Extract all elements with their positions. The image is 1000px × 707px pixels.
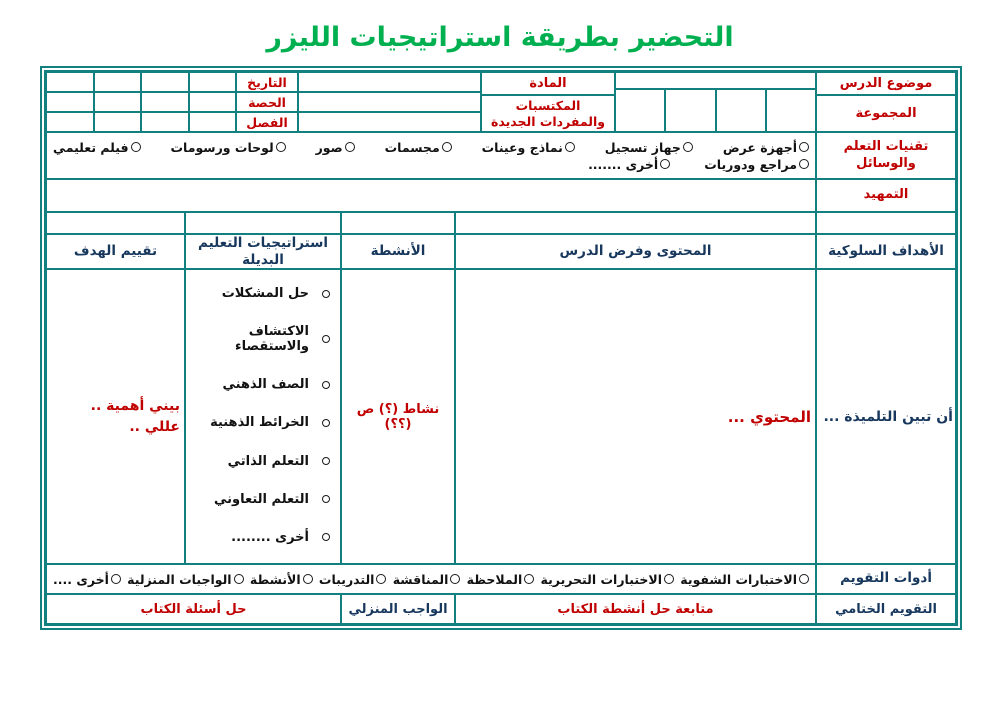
class-cell[interactable] bbox=[94, 112, 142, 132]
eval-tool-label: أخرى .... bbox=[53, 571, 109, 587]
checkbox-circle-icon[interactable] bbox=[276, 142, 286, 152]
date-cell[interactable] bbox=[94, 72, 142, 92]
goal-eval-line2: عللي .. bbox=[129, 418, 180, 435]
tech-option[interactable] bbox=[316, 140, 355, 155]
group-cell[interactable] bbox=[615, 89, 665, 132]
bullet-circle-icon[interactable] bbox=[322, 457, 330, 465]
tech-option[interactable] bbox=[53, 140, 141, 155]
tech-option-label: جهاز تسجيل bbox=[604, 139, 681, 155]
header-objectives: الأهداف السلوكية bbox=[816, 234, 956, 269]
tech-option[interactable] bbox=[482, 140, 575, 155]
content-cell[interactable] bbox=[455, 269, 816, 564]
period-cell[interactable] bbox=[94, 92, 142, 112]
tech-options-line1 bbox=[53, 140, 809, 155]
activities-cell[interactable] bbox=[341, 269, 455, 564]
strategy-label: أخرى ........ bbox=[231, 529, 309, 545]
strategy-option[interactable] bbox=[192, 530, 330, 545]
strategies-cell bbox=[185, 269, 341, 564]
lesson-topic-label: موضوع الدرس bbox=[816, 72, 956, 95]
period-cell[interactable] bbox=[141, 92, 189, 112]
eval-tool-option[interactable] bbox=[127, 572, 243, 587]
tech-option-label: أجهزة عرض bbox=[722, 139, 797, 155]
checkbox-circle-icon[interactable] bbox=[565, 142, 575, 152]
tech-option-label: نماذج وعينات bbox=[481, 139, 563, 155]
content-text: المحتوي ... bbox=[727, 407, 811, 426]
info-section bbox=[46, 72, 956, 132]
eval-tool-option[interactable] bbox=[680, 572, 809, 587]
strategy-option[interactable] bbox=[192, 415, 330, 430]
tech-option[interactable] bbox=[723, 140, 809, 155]
narrow-empty-row bbox=[46, 212, 956, 234]
checkbox-circle-icon[interactable] bbox=[524, 574, 534, 584]
eval-tool-label: الملاحظة bbox=[466, 571, 523, 587]
goal-eval-line1: بيني أهمية .. bbox=[90, 397, 180, 414]
empty-cell[interactable] bbox=[46, 212, 185, 234]
group-cell[interactable] bbox=[665, 89, 715, 132]
date-cell[interactable] bbox=[189, 72, 237, 92]
main-body-row bbox=[46, 269, 956, 564]
empty-cell[interactable] bbox=[298, 92, 481, 112]
date-period-class-area bbox=[46, 72, 481, 132]
header-strategies: استراتيجيات التعليم البديلة bbox=[185, 234, 341, 269]
info-right-labels bbox=[816, 72, 956, 132]
eval-tool-label: الأنشطة bbox=[249, 571, 301, 587]
class-cell[interactable] bbox=[141, 112, 189, 132]
checkbox-circle-icon[interactable] bbox=[799, 159, 809, 169]
checkbox-circle-icon[interactable] bbox=[664, 574, 674, 584]
tech-options bbox=[47, 138, 815, 174]
tech-options-line2 bbox=[53, 157, 809, 172]
eval-tool-option[interactable] bbox=[467, 572, 535, 587]
checkbox-circle-icon[interactable] bbox=[131, 142, 141, 152]
strategy-label: التعلم التعاوني bbox=[214, 491, 309, 507]
info-gap-column bbox=[615, 72, 816, 132]
strategy-option[interactable] bbox=[192, 454, 330, 469]
checkbox-circle-icon[interactable] bbox=[799, 574, 809, 584]
class-label: الفصل bbox=[236, 112, 298, 132]
tamheed-section bbox=[46, 179, 956, 212]
activities-text: نشاط (؟) ص (؟؟) bbox=[356, 401, 440, 432]
tech-label: تقنيات التعلم والوسائل bbox=[816, 132, 956, 179]
header-activities: الأنشطة bbox=[341, 234, 455, 269]
evaluation-tools-cell bbox=[46, 564, 816, 594]
group-cell[interactable] bbox=[716, 89, 766, 132]
eval-tool-label: الاختبارات التحريرية bbox=[540, 571, 663, 587]
strategy-option[interactable] bbox=[192, 286, 330, 301]
checkbox-circle-icon[interactable] bbox=[450, 574, 460, 584]
eval-tool-option[interactable] bbox=[319, 572, 387, 587]
objectives-cell[interactable] bbox=[816, 269, 956, 564]
final-followup-text: متابعة حل أنشطة الكتاب bbox=[455, 594, 816, 624]
period-fields bbox=[46, 92, 236, 112]
group-label: المجموعة bbox=[816, 95, 956, 132]
tamheed-label: التمهيد bbox=[816, 179, 956, 212]
goal-eval-cell[interactable] bbox=[46, 269, 185, 564]
strategy-label: الاكتشاف والاستقصاء bbox=[234, 324, 309, 355]
bullet-circle-icon[interactable] bbox=[322, 533, 330, 541]
homework-label: الواجب المنزلي bbox=[341, 594, 455, 624]
date-fields bbox=[46, 72, 236, 92]
period-cell[interactable] bbox=[46, 92, 94, 112]
main-headers-row bbox=[46, 234, 956, 269]
eval-tool-option[interactable] bbox=[393, 572, 461, 587]
period-label: الحصة bbox=[236, 92, 298, 112]
class-row bbox=[46, 112, 481, 132]
empty-cell[interactable] bbox=[816, 212, 956, 234]
class-fields bbox=[46, 112, 236, 132]
tech-option-label: مراجع ودوريات bbox=[704, 156, 797, 172]
date-row bbox=[46, 72, 481, 92]
empty-cell[interactable] bbox=[298, 72, 481, 92]
checkbox-circle-icon[interactable] bbox=[683, 142, 693, 152]
strategy-option[interactable] bbox=[192, 324, 330, 354]
goal-eval-text bbox=[47, 396, 184, 438]
tech-option-label: لوحات ورسومات bbox=[170, 139, 274, 155]
eval-tool-option[interactable] bbox=[53, 572, 121, 587]
tech-option[interactable] bbox=[170, 140, 285, 155]
page-title: التحضير بطريقة استراتيجيات الليزر bbox=[266, 22, 734, 53]
strategy-label: الصف الذهني bbox=[222, 377, 309, 393]
strategy-label: الخرائط الذهنية bbox=[210, 415, 309, 431]
eval-tool-label: التدريبات bbox=[318, 571, 375, 587]
group-cell[interactable] bbox=[766, 89, 816, 132]
bullet-circle-icon[interactable] bbox=[322, 495, 330, 503]
tech-option[interactable] bbox=[588, 157, 670, 172]
tech-option-label: مجسمات bbox=[384, 139, 440, 155]
tech-option-label: أخرى ....... bbox=[588, 156, 659, 172]
tech-options-cell bbox=[46, 132, 816, 179]
empty-cell[interactable] bbox=[298, 112, 481, 132]
class-cell[interactable] bbox=[189, 112, 237, 132]
topic-input-cell[interactable] bbox=[615, 72, 816, 89]
bullet-circle-icon[interactable] bbox=[322, 290, 330, 298]
tech-section bbox=[46, 132, 956, 179]
eval-tool-option[interactable] bbox=[541, 572, 675, 587]
eval-tool-label: الواجبات المنزلية bbox=[127, 571, 232, 587]
checkbox-circle-icon[interactable] bbox=[345, 142, 355, 152]
checkbox-circle-icon[interactable] bbox=[442, 142, 452, 152]
date-cell[interactable] bbox=[46, 72, 94, 92]
evaluation-tools-label: أدوات التقويم bbox=[816, 564, 956, 594]
tech-option[interactable] bbox=[385, 140, 452, 155]
strategy-label: التعلم الذاتي bbox=[227, 453, 309, 469]
eval-tool-label: المناقشة bbox=[392, 571, 449, 587]
date-label: التاريخ bbox=[236, 72, 298, 92]
bullet-circle-icon[interactable] bbox=[322, 335, 330, 343]
acquisitions-label: المكتسبات والمفردات الجديدة bbox=[481, 95, 615, 132]
subject-column bbox=[481, 72, 615, 132]
final-evaluation-label: التقويم الختامي bbox=[816, 594, 956, 624]
empty-cell[interactable] bbox=[185, 212, 341, 234]
empty-cell[interactable] bbox=[455, 212, 816, 234]
group-fields bbox=[615, 89, 816, 132]
strategy-option[interactable] bbox=[192, 492, 330, 507]
evaluation-tools-options bbox=[47, 572, 815, 587]
header-goal-eval: تقييم الهدف bbox=[46, 234, 185, 269]
subject-label: المادة bbox=[481, 72, 615, 95]
book-questions-text: حل أسئلة الكتاب bbox=[46, 594, 341, 624]
eval-tool-option[interactable] bbox=[250, 572, 313, 587]
tech-option-label: صور bbox=[315, 139, 343, 155]
bullet-circle-icon[interactable] bbox=[322, 419, 330, 427]
checkbox-circle-icon[interactable] bbox=[234, 574, 244, 584]
checkbox-circle-icon[interactable] bbox=[303, 574, 313, 584]
date-cell[interactable] bbox=[141, 72, 189, 92]
objectives-text: أن تبين التلميذة ... bbox=[823, 408, 953, 425]
strategy-label: حل المشكلات bbox=[221, 286, 309, 301]
empty-cell[interactable] bbox=[341, 212, 455, 234]
checkbox-circle-icon[interactable] bbox=[799, 142, 809, 152]
tech-option-label: فيلم تعليمي bbox=[53, 139, 129, 155]
period-cell[interactable] bbox=[189, 92, 237, 112]
tamheed-input-cell[interactable] bbox=[46, 179, 816, 212]
header-content: المحتوى وفرض الدرس bbox=[455, 234, 816, 269]
tech-option[interactable] bbox=[704, 157, 809, 172]
class-cell[interactable] bbox=[46, 112, 94, 132]
evaluation-tools-section bbox=[46, 564, 956, 594]
period-row bbox=[46, 92, 481, 112]
lesson-plan-table bbox=[40, 66, 962, 630]
checkbox-circle-icon[interactable] bbox=[111, 574, 121, 584]
checkbox-circle-icon[interactable] bbox=[660, 159, 670, 169]
eval-tool-label: الاختبارات الشفوية bbox=[680, 571, 797, 587]
final-evaluation-section bbox=[46, 594, 956, 624]
checkbox-circle-icon[interactable] bbox=[376, 574, 386, 584]
tech-option[interactable] bbox=[605, 140, 693, 155]
bullet-circle-icon[interactable] bbox=[322, 381, 330, 389]
strategy-option[interactable] bbox=[192, 377, 330, 392]
